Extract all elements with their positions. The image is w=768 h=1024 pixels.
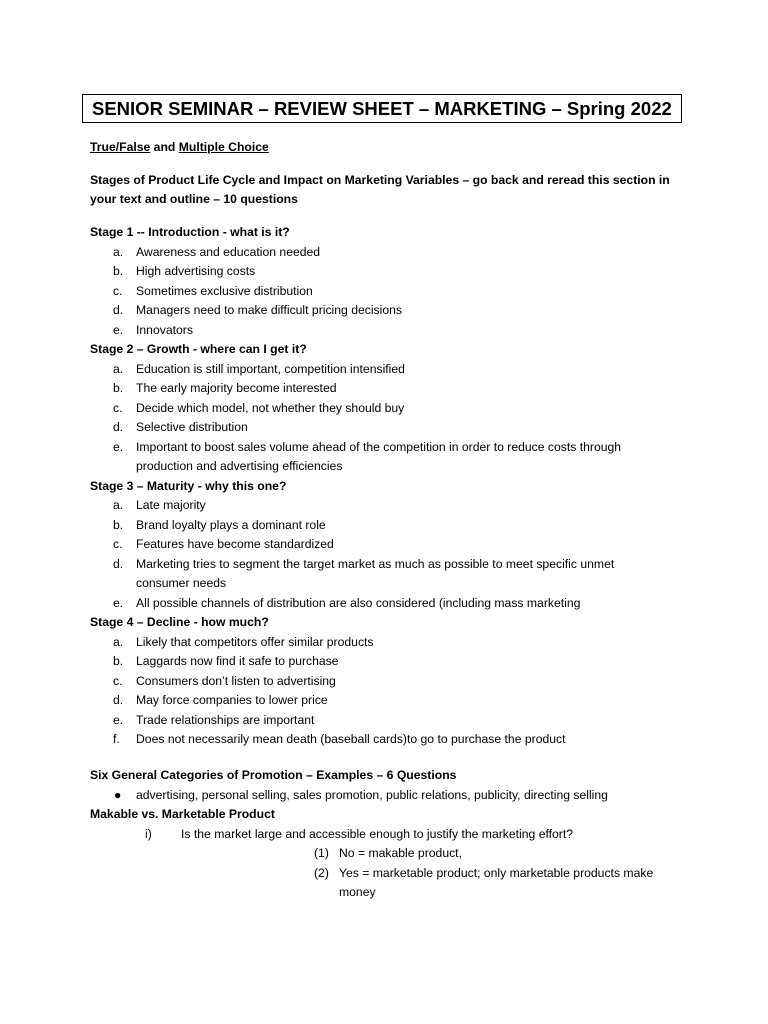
list-item: The early majority become interested — [136, 381, 337, 395]
answer-item: Yes = marketable product; only marketable products make — [339, 865, 654, 880]
stages-intro-line-2: your text and outline – 10 questions — [90, 192, 298, 206]
list-item: High advertising costs — [136, 264, 256, 278]
list-item: Trade relationships are important — [136, 712, 315, 727]
list-item: Important to boost sales volume ahead of the competition in order to reduce costs through — [136, 439, 622, 454]
list-marker: d. — [113, 303, 124, 317]
list-marker: e. — [113, 439, 124, 454]
list-item: Brand loyalty plays a dominant role — [136, 517, 326, 532]
answer-marker: (2) — [314, 865, 329, 880]
bullet-marker: ● — [114, 788, 122, 802]
list-marker: b. — [113, 517, 124, 532]
list-item: Consumers don’t listen to advertising — [136, 673, 336, 688]
stage-heading: Stage 2 – Growth - where can I get it? — [90, 342, 307, 356]
list-item: Awareness and education needed — [136, 244, 321, 259]
list-marker: d. — [113, 420, 124, 434]
answer-marker: (1) — [314, 846, 329, 860]
promotion-item: advertising, personal selling, sales promotion, public relations, publicity, directing selling — [136, 788, 608, 802]
list-item: Managers need to make difficult pricing decisions — [136, 303, 403, 317]
list-marker: a. — [113, 498, 124, 512]
list-item: production and advertising efficiencies — [136, 459, 343, 473]
list-marker: e. — [113, 712, 124, 727]
list-item: Decide which model, not whether they should buy — [136, 400, 405, 415]
true-false-label: True/False — [90, 140, 151, 154]
list-marker: c. — [113, 673, 123, 688]
list-marker: c. — [113, 283, 123, 298]
answer-item: money — [339, 885, 376, 899]
list-item: Selective distribution — [136, 420, 248, 434]
list-marker: e. — [113, 595, 124, 610]
list-marker: c. — [113, 400, 123, 415]
list-marker: d. — [113, 693, 124, 707]
list-item: Does not necessarily mean death (baseball cards)to go to purchase the product — [136, 732, 566, 746]
list-marker: b. — [113, 264, 124, 278]
list-marker: a. — [113, 634, 124, 649]
list-marker: a. — [113, 361, 124, 376]
document-title: SENIOR SEMINAR – REVIEW SHEET – MARKETING – Spring 2022 — [82, 94, 682, 123]
promotion-heading: Six General Categories of Promotion – Examples – 6 Questions — [90, 768, 457, 782]
list-marker: b. — [113, 381, 124, 395]
stage-heading: Stage 3 – Maturity - why this one? — [90, 478, 287, 493]
list-item: Features have become standardized — [136, 537, 334, 551]
list-item: Innovators — [136, 322, 193, 337]
list-marker: a. — [113, 244, 124, 259]
list-item: Marketing tries to segment the target market as much as possible to meet specific unmet — [136, 556, 615, 571]
list-item: Sometimes exclusive distribution — [136, 283, 313, 298]
multiple-choice-label: Multiple Choice — [178, 140, 269, 154]
list-item: Late majority — [136, 498, 206, 512]
question-format-line — [90, 138, 269, 158]
list-marker: b. — [113, 654, 124, 668]
stage-heading: Stage 4 – Decline - how much? — [90, 615, 269, 629]
makable-question: Is the market large and accessible enough to justify the marketing effort? — [181, 827, 574, 841]
list-marker: f. — [113, 732, 120, 746]
answer-item: No = makable product, — [339, 846, 462, 860]
list-item: consumer needs — [136, 576, 227, 590]
list-item: Education is still important, competition intensified — [136, 361, 405, 376]
list-marker: d. — [113, 556, 124, 571]
question-marker: i) — [145, 827, 152, 841]
stage-heading: Stage 1 -- Introduction - what is it? — [90, 225, 290, 239]
list-marker: c. — [113, 537, 123, 551]
list-item: All possible channels of distribution are also considered (including mass marketing — [136, 595, 581, 610]
list-item: Likely that competitors offer similar products — [136, 634, 374, 649]
list-item: May force companies to lower price — [136, 693, 328, 707]
list-item: Laggards now find it safe to purchase — [136, 654, 339, 668]
format-connector: and — [150, 140, 179, 154]
stages-intro-line-1: Stages of Product Life Cycle and Impact on Marketing Variables – go back and reread this section in — [90, 173, 670, 187]
makable-heading: Makable vs. Marketable Product — [90, 807, 275, 821]
list-marker: e. — [113, 322, 124, 337]
